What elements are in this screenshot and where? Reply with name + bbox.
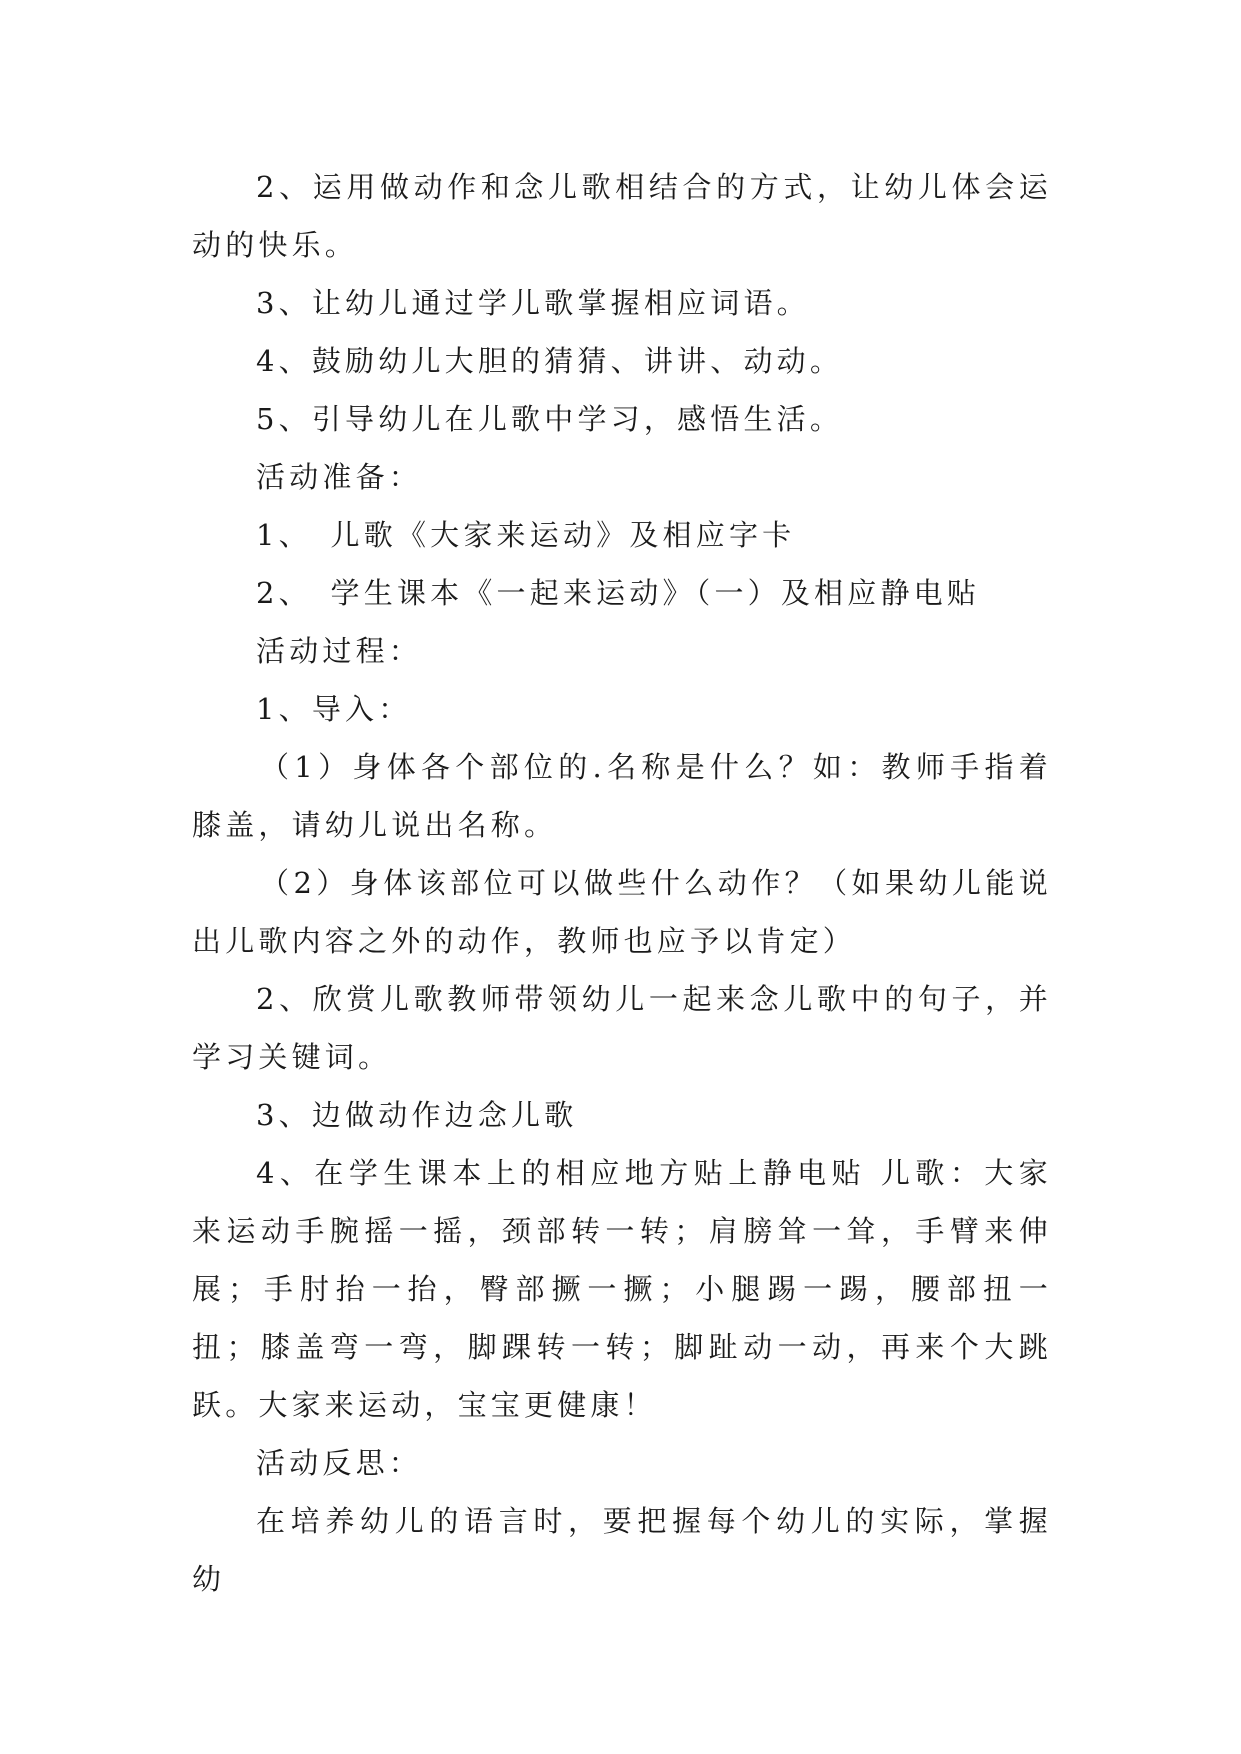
preparation-item-2: 2、 学生课本《一起来运动》（一）及相应静电贴 <box>256 576 981 610</box>
process-step-4-nursery-rhyme: 4、在学生课本上的相应地方贴上静电贴 儿歌：大家来运动手腕摇一摇，颈部转一转；肩膀耸一耸，手臂来伸展；手肘抬一抬，臀部撅一撅；小腿踢一踢，腰部扭一扭；膝盖弯一弯，脚踝转一转；脚趾动一动，再来个大跳跃。大家来运动，宝宝更健康！ <box>192 1156 1052 1422</box>
document-page <box>192 158 1052 1608</box>
process-substep-2: （2）身体该部位可以做些什么动作？（如果幼儿能说出儿歌内容之外的动作，教师也应予以肯定） <box>192 866 1052 958</box>
process-step-3: 3、边做动作边念儿歌 <box>256 1098 578 1132</box>
reflection-text: 在培养幼儿的语言时，要把握每个幼儿的实际，掌握幼 <box>192 1504 1052 1596</box>
section-heading-preparation: 活动准备： <box>256 460 423 494</box>
objective-4: 4、鼓励幼儿大胆的猜猜、讲讲、动动。 <box>256 344 844 378</box>
objective-2: 2、运用做动作和念儿歌相结合的方式，让幼儿体会运动的快乐。 <box>192 170 1052 262</box>
process-step-1: 1、导入： <box>256 692 412 726</box>
process-step-2: 2、欣赏儿歌教师带领幼儿一起来念儿歌中的句子，并学习关键词。 <box>192 982 1052 1074</box>
section-heading-process: 活动过程： <box>256 634 423 668</box>
process-substep-1: （1）身体各个部位的.名称是什么？如：教师手指着膝盖，请幼儿说出名称。 <box>192 750 1052 842</box>
preparation-item-1: 1、 儿歌《大家来运动》及相应字卡 <box>256 518 796 552</box>
section-heading-reflection: 活动反思： <box>256 1446 423 1480</box>
objective-5: 5、引导幼儿在儿歌中学习，感悟生活。 <box>256 402 844 436</box>
objective-3: 3、让幼儿通过学儿歌掌握相应词语。 <box>256 286 810 320</box>
